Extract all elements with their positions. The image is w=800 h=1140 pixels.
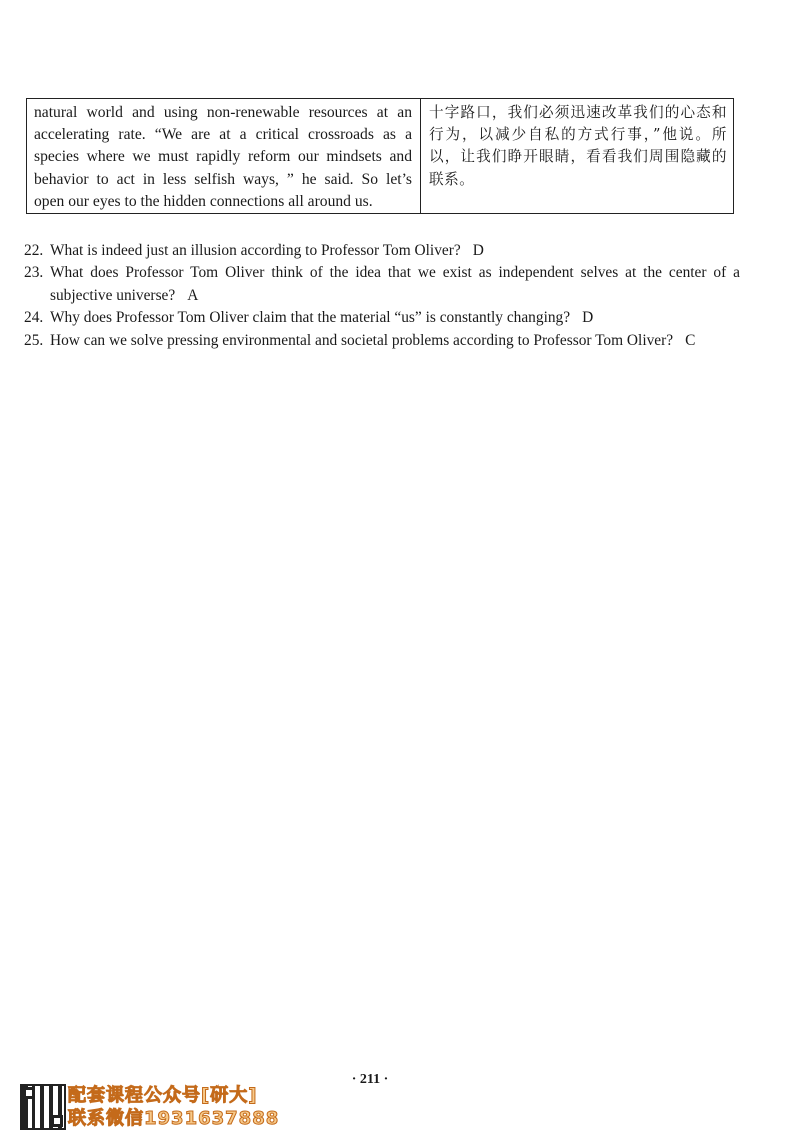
question-text: How can we solve pressing environmental and societal problems according to Professor Tom Oliver?	[50, 331, 674, 349]
question-answer: D	[582, 309, 594, 327]
qr-code-icon	[20, 1084, 66, 1130]
question-item	[24, 330, 740, 352]
question-item	[24, 307, 740, 329]
english-line: open our eyes to the hidden connections all around us.	[34, 192, 373, 210]
question-text-wrap	[50, 307, 740, 329]
question-number: 22.	[24, 242, 44, 259]
question-text-wrap	[50, 240, 740, 262]
question-answer: C	[685, 331, 696, 349]
question-text: Why does Professor Tom Oliver claim that the material “us” is constantly changing?	[50, 309, 571, 327]
question-text-wrap	[50, 330, 740, 352]
question-number: 25.	[24, 331, 44, 349]
english-line: natural world and using non-renewable resources at an	[34, 104, 412, 121]
question-number: 23.	[24, 264, 44, 282]
chinese-translation-cell: 十字路口，我们必须迅速改革我们的心态和行为，以减少自私的方式行事，”他说。所以，让我们睁开眼睛，看看我们周围隐藏的联系。	[429, 104, 727, 188]
english-passage-cell	[27, 99, 421, 213]
question-item	[24, 240, 740, 262]
question-item	[24, 262, 740, 307]
english-line: behavior to act in less selfish ways, ” he said. So let’s	[34, 170, 412, 188]
question-text: What is indeed just an illusion according to Professor Tom Oliver?	[50, 242, 461, 259]
promo-line-2: 联系微信1931637888	[68, 1108, 280, 1129]
question-text: What does Professor Tom Oliver think of the idea that we exist as independent selves at the center of a subjective universe?	[50, 264, 740, 304]
promo-watermark	[20, 1084, 320, 1134]
english-line: species where we must rapidly reform our mindsets and	[34, 148, 412, 166]
translation-table	[26, 98, 734, 214]
question-text-wrap	[50, 262, 740, 307]
question-list	[24, 240, 740, 352]
question-answer: D	[472, 242, 484, 259]
question-answer: A	[187, 286, 199, 304]
promo-line-1: 配套课程公众号[研大]	[68, 1085, 258, 1106]
page-number: · 211 ·	[351, 1072, 389, 1087]
question-number: 24.	[24, 309, 44, 327]
english-line: accelerating rate. “We are at a critical crossroads as a	[34, 126, 412, 144]
